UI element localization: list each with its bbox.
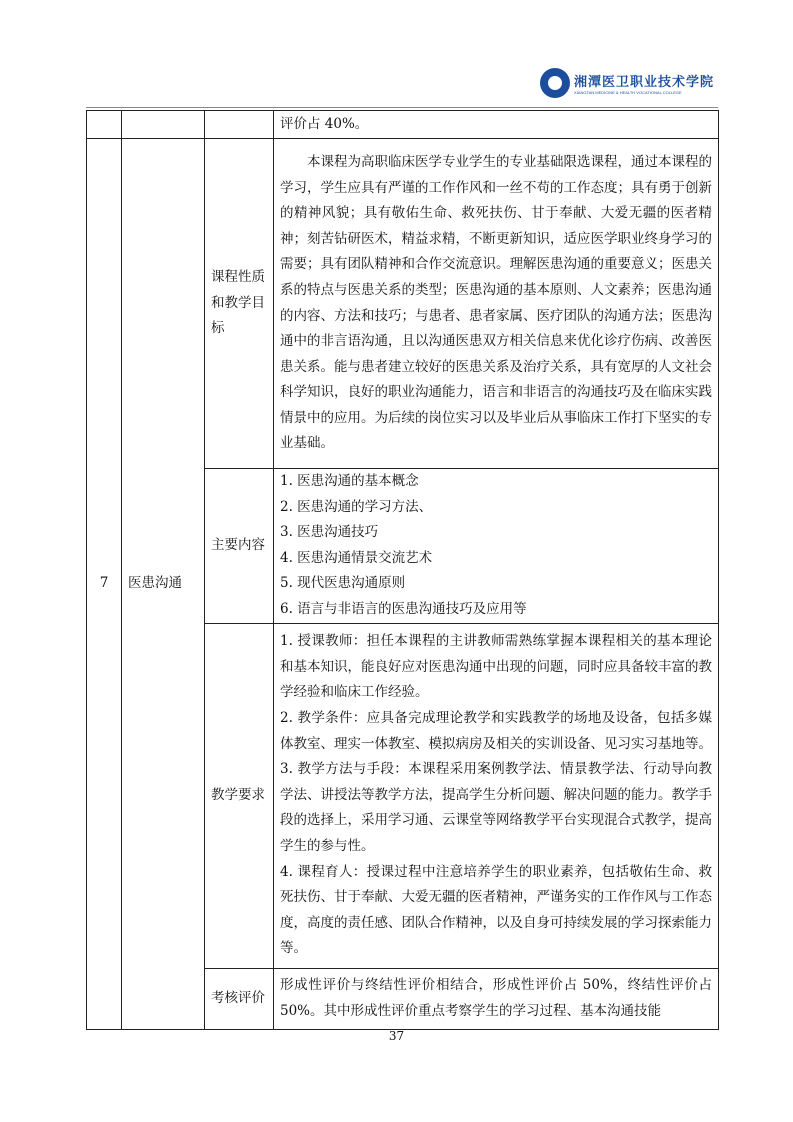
list-item: 3. 医患沟通技巧 bbox=[280, 524, 379, 541]
list-item: 1. 授课教师：担任本课程的主讲教师需熟练掌握本课程相关的基本理论和基本知识，能良好应对医患沟通中出现的问题，同时应具备较丰富的教学经验和临床工作经验。 bbox=[280, 633, 712, 701]
course-table bbox=[86, 110, 719, 1030]
course-number: 7 bbox=[87, 139, 122, 1030]
table-row-nature bbox=[87, 139, 719, 469]
page-number: 37 bbox=[388, 1029, 405, 1043]
assessment-text: 形成性评价与终结性评价相结合，形成性评价占 50%，终结性评价占 50%。其中形成性评价重点考察学生的学习过程、基本沟通技能 bbox=[274, 968, 719, 1029]
row-label-content: 主要内容 bbox=[205, 469, 274, 624]
college-logo bbox=[540, 68, 714, 98]
logo-english-name: XIANGTAN MEDICINE & HEALTH VOCATIONAL COLLEGE bbox=[574, 90, 682, 95]
requirements-list bbox=[274, 623, 719, 968]
nature-text: 本课程为高职临床医学专业学生的专业基础限选课程，通过本课程的学习，学生应具有严谨的工作作风和一丝不苟的工作态度；具有勇于创新的精神风貌；具有敬佑生命、救死扶伤、甘于奉献、大爱无疆的医者精神；刻苦钻研医术，精益求精，不断更新知识，适应医学职业终身学习的需要；具有团队精神和合作交流意识。理解医患沟通的重要意义；医患关系的特点与医患关系的类型；医患沟通的基本原则、人文素养；医患沟通的内容、方法和技巧；与患者、患者家属、医疗团队的沟通方法；医患沟通中的非言语沟通，且以沟通医患双方相关信息来优化诊疗伤病、改善医患关系。能与患者建立较好的医患关系及治疗关系，具有宽厚的人文社会科学知识，良好的职业沟通能力，语言和非语言的沟通技巧及在临床实践情景中的应用。为后续的岗位实习以及毕业后从事临床工作打下坚实的专业基础。 bbox=[274, 139, 719, 469]
list-item: 4. 课程育人：授课过程中注意培养学生的职业素养，包括敬佑生命、救死扶伤、甘于奉献、大爱无疆的医者精神，严谨务实的工作作风与工作态度，高度的责任感、团队合作精神，以及自身可持续发展的学习探索能力等。 bbox=[280, 863, 712, 957]
list-item: 2. 教学条件：应具备完成理论教学和实践教学的场地及设备，包括多媒体教室、理实一体教室、模拟病房及相关的实训设备、见习实习基地等。 bbox=[280, 709, 712, 752]
list-item: 2. 医患沟通的学习方法、 bbox=[280, 498, 433, 515]
list-item: 3. 教学方法与手段：本课程采用案例教学法、情景教学法、行动导向教学法、讲授法等教学方法，提高学生分析问题、解决问题的能力。教学手段的选择上，采用学习通、云课堂等网络教学平台实现混合式教学，提高学生的参与性。 bbox=[280, 761, 712, 854]
course-name: 医患沟通 bbox=[122, 139, 205, 1030]
list-item: 5. 现代医患沟通原则 bbox=[280, 575, 406, 592]
row-label-nature: 课程性质和教学目标 bbox=[205, 139, 274, 469]
logo-chinese-name: 湘潭医卫职业技术学院 bbox=[574, 75, 715, 90]
header-rule bbox=[86, 107, 718, 108]
list-item: 1. 医患沟通的基本概念 bbox=[280, 473, 419, 489]
list-item: 4. 医患沟通情景交流艺术 bbox=[280, 549, 433, 566]
row-label-assessment: 考核评价 bbox=[205, 968, 274, 1029]
table-row-carryover bbox=[87, 111, 719, 139]
college-seal-icon bbox=[540, 68, 570, 98]
row-label-requirements: 教学要求 bbox=[205, 623, 274, 968]
content-list bbox=[274, 469, 719, 624]
list-item: 6. 语言与非语言的医患沟通技巧及应用等 bbox=[280, 600, 527, 617]
carryover-text: 评价占 40%。 bbox=[274, 111, 719, 139]
